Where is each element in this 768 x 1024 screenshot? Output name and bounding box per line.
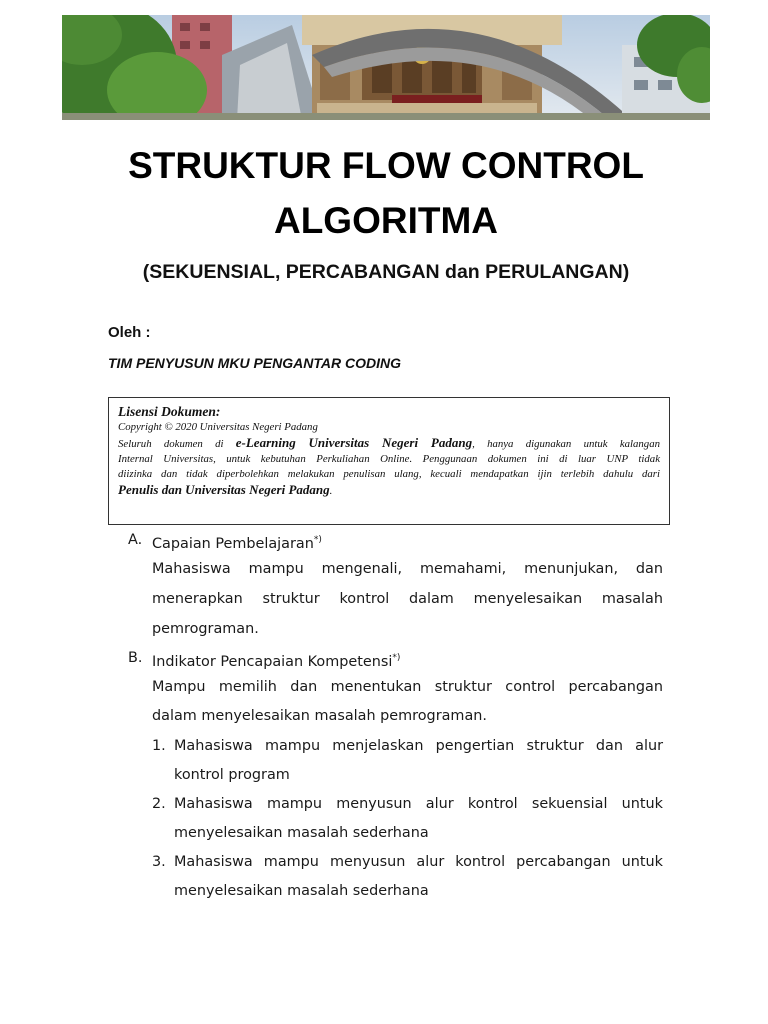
section-a-heading <box>152 530 322 554</box>
section-b-intro-line-2: dalam menyelesaikan masalah pemrograman. <box>152 708 487 724</box>
license-line-4 <box>118 482 660 499</box>
license-line-4-post: . <box>329 485 333 497</box>
list-item-number: 3. <box>152 854 166 870</box>
section-b-heading-text: Indikator Pencapaian Kompetensi <box>152 654 393 670</box>
section-b-intro-line-1: Mampu memilih dan menentukan struktur control percabangan <box>152 679 663 695</box>
license-line-1-post: , hanya digunakan untuk kalangan <box>472 438 661 450</box>
section-a-text-line-2: menerapkan struktur kontrol dalam menyelesaikan masalah <box>152 591 663 607</box>
header-banner-image <box>62 15 710 120</box>
license-title: Lisensi Dokumen: <box>118 404 221 419</box>
license-box <box>108 397 670 525</box>
list-item-line-1: Mahasiswa mampu menyusun alur kontrol sekuensial untuk <box>174 796 663 812</box>
list-item-line-2: menyelesaikan masalah sederhana <box>174 825 429 841</box>
license-line-1-pre: Seluruh dokumen di <box>118 438 224 450</box>
list-item-number: 1. <box>152 738 166 754</box>
section-a-heading-text: Capaian Pembelajaran <box>152 536 314 552</box>
list-item-line-2: kontrol program <box>174 767 290 783</box>
section-b-marker: B. <box>128 650 143 666</box>
list-item-line-1: Mahasiswa mampu menjelaskan pengertian struktur dan alur <box>174 738 663 754</box>
document-subtitle: (SEKUENSIAL, PERCABANGAN dan PERULANGAN) <box>142 261 630 283</box>
author-label: Oleh : <box>108 324 151 341</box>
list-item-number: 2. <box>152 796 166 812</box>
section-a-text-line-1: Mahasiswa mampu mengenali, memahami, menunjukan, dan <box>152 561 663 577</box>
list-item-line-2: menyelesaikan masalah sederhana <box>174 883 429 899</box>
author-name: TIM PENYUSUN MKU PENGANTAR CODING <box>108 355 401 371</box>
section-b-heading <box>152 648 400 672</box>
license-line-3: diizinka dan tidak diperbolehkan melakukan penulisan ulang, kecuali mendapatkan ijin terlebih dahulu dari <box>118 468 660 480</box>
list-item-line-1: Mahasiswa mampu menyusun alur kontrol percabangan untuk <box>174 854 663 870</box>
section-a-note: *) <box>313 535 322 545</box>
license-line-1 <box>118 435 660 452</box>
section-a-text-line-3: pemrograman. <box>152 621 259 637</box>
license-line-2: Internal Universitas, untuk kebutuhan Perkuliahan Online. Penggunaan dokumen ini di luar UNP tidak <box>118 453 660 465</box>
section-b-note: *) <box>392 653 401 663</box>
section-a-marker: A. <box>128 532 143 548</box>
license-line-1-strong: e-Learning Universitas Negeri Padang <box>235 435 473 450</box>
license-line-4-strong: Penulis dan Universitas Negeri Padang <box>118 482 330 497</box>
license-copyright: Copyright © 2020 Universitas Negeri Padang <box>118 421 318 433</box>
document-title-line-2: ALGORITMA <box>273 200 499 241</box>
document-title-line-1: STRUKTUR FLOW CONTROL <box>128 145 644 186</box>
